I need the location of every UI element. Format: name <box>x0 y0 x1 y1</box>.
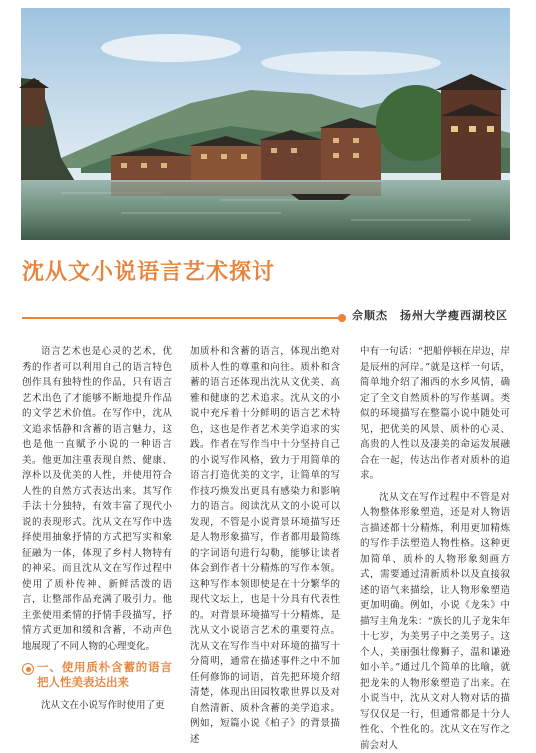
article-title: 沈从文小说语言艺术探讨 <box>22 255 275 286</box>
column-3 <box>360 344 510 706</box>
riverside-town-illustration <box>21 8 510 240</box>
header-photo <box>21 8 510 240</box>
column-1 <box>22 344 172 706</box>
section-bullet-icon <box>22 663 34 675</box>
paragraph: 中有一句话：“把船停顿在岸边，岸是辰州的河岸。”就是这样一句话，简单地介绍了湘西的水乡风情，确定了全文自然质朴的写作基调。类似的环境描写在整篇小说中随处可见，把优美的风景、质朴的心灵、高贵的人性以及凄美的命运发展融合在一起，传达出作者对质朴的追求。 <box>360 344 510 484</box>
section-heading <box>22 660 172 690</box>
byline-dot <box>338 314 346 322</box>
article-body <box>22 344 510 706</box>
paragraph: 语言艺术也是心灵的艺术，优秀的作者可以利用自己的语言特色创作具有独特性的作品，只有语言艺术出色了才能够不断地提升作品的文学艺术价值。在写作中，沈从文追求恬静和含蓄的语言魅力，这也是他一直赋予小说的一种语言美。他更加注重表现自然、健康、淳朴以及优美的人性，并使用符合人性的自然方式表达出来。其写作手法十分独特，有效丰富了现代小说的表现形式。沈从文在写作中选择使用抽象抒情的方式把写实和象征融为一体，体现了乡村人物特有的神采。而且沈从文在写作过程中使用了质朴传神、新鲜活泼的语言，让整部作品充满了吸引力。他主张使用柔情的抒情手段描写，抒情方式更加和缓和含蓄，不动声色地展现了不同人物的心理变化。 <box>22 344 172 654</box>
column-2 <box>190 344 340 706</box>
paragraph: 沈从文在小说写作时使用了更 <box>22 698 172 714</box>
byline-rule <box>22 317 340 319</box>
author-affiliation: 佘顺杰 扬州大学瘦西湖校区 <box>352 307 508 323</box>
paragraph: 加质朴和含蓄的语言，体现出绝对质朴人性的尊重和向往。质朴和含蓄的语言还体现出沈从文优美、高雅和健康的艺术追求。沈从文的小说中充斥着十分鲜明的语言艺术特色，这也是作者艺术美学追求的实践。作者在写作当中十分坚持自己的小说写作风格，致力于用简单的语言打造优美的文字，让简单的写作技巧焕发出更具有感染力和影响力的语言。阅读沈从文的小说可以发现，不管是小说背景环境描写还是人物形象描写，作者都用最简练的字词语句进行勾勒，能够让读者体会到作者十分精炼的写作本领。这种写作本领即使是在十分繁华的现代文坛上，也是十分具有代表性的。对背景环境描写十分精炼，是沈从文小说语言艺术的重要符点。沈从文在写作当中对环境的描写十分简明，通常在描述事件之中不加任何修饰的词语，首先把环境介绍清楚，体现出田园牧歌世界以及对自然清新、质朴含蓄的美学追求。例如，短篇小说《柏子》的背景描述 <box>190 344 340 747</box>
paragraph: 沈从文在写作过程中不管是对人物整体形象塑造，还是对人物语言描述都十分精炼，利用更加精炼的写作手法塑造人物性格。这种更加简单、质朴的人物形象刻画方式，需要通过清新质朴以及直接叙述的语气来描绘，让人物形象塑造更加明确。例如，小说《龙朱》中描写主角龙朱：“族长的儿子龙朱年十七岁，为美男子中之美男子。这个人，美丽强壮像狮子，温和谦逊如小羊。”通过几个简单的比喻，就把龙朱的人物形象塑造了出来。在小说当中，沈从文对人物对话的描写仅仅是一行，但通常都是十分人性化、个性化的。沈从文在写作之前会对人 <box>360 490 510 753</box>
section-title: 一、使用质朴含蓄的语言把人性美表达出来 <box>37 660 172 690</box>
